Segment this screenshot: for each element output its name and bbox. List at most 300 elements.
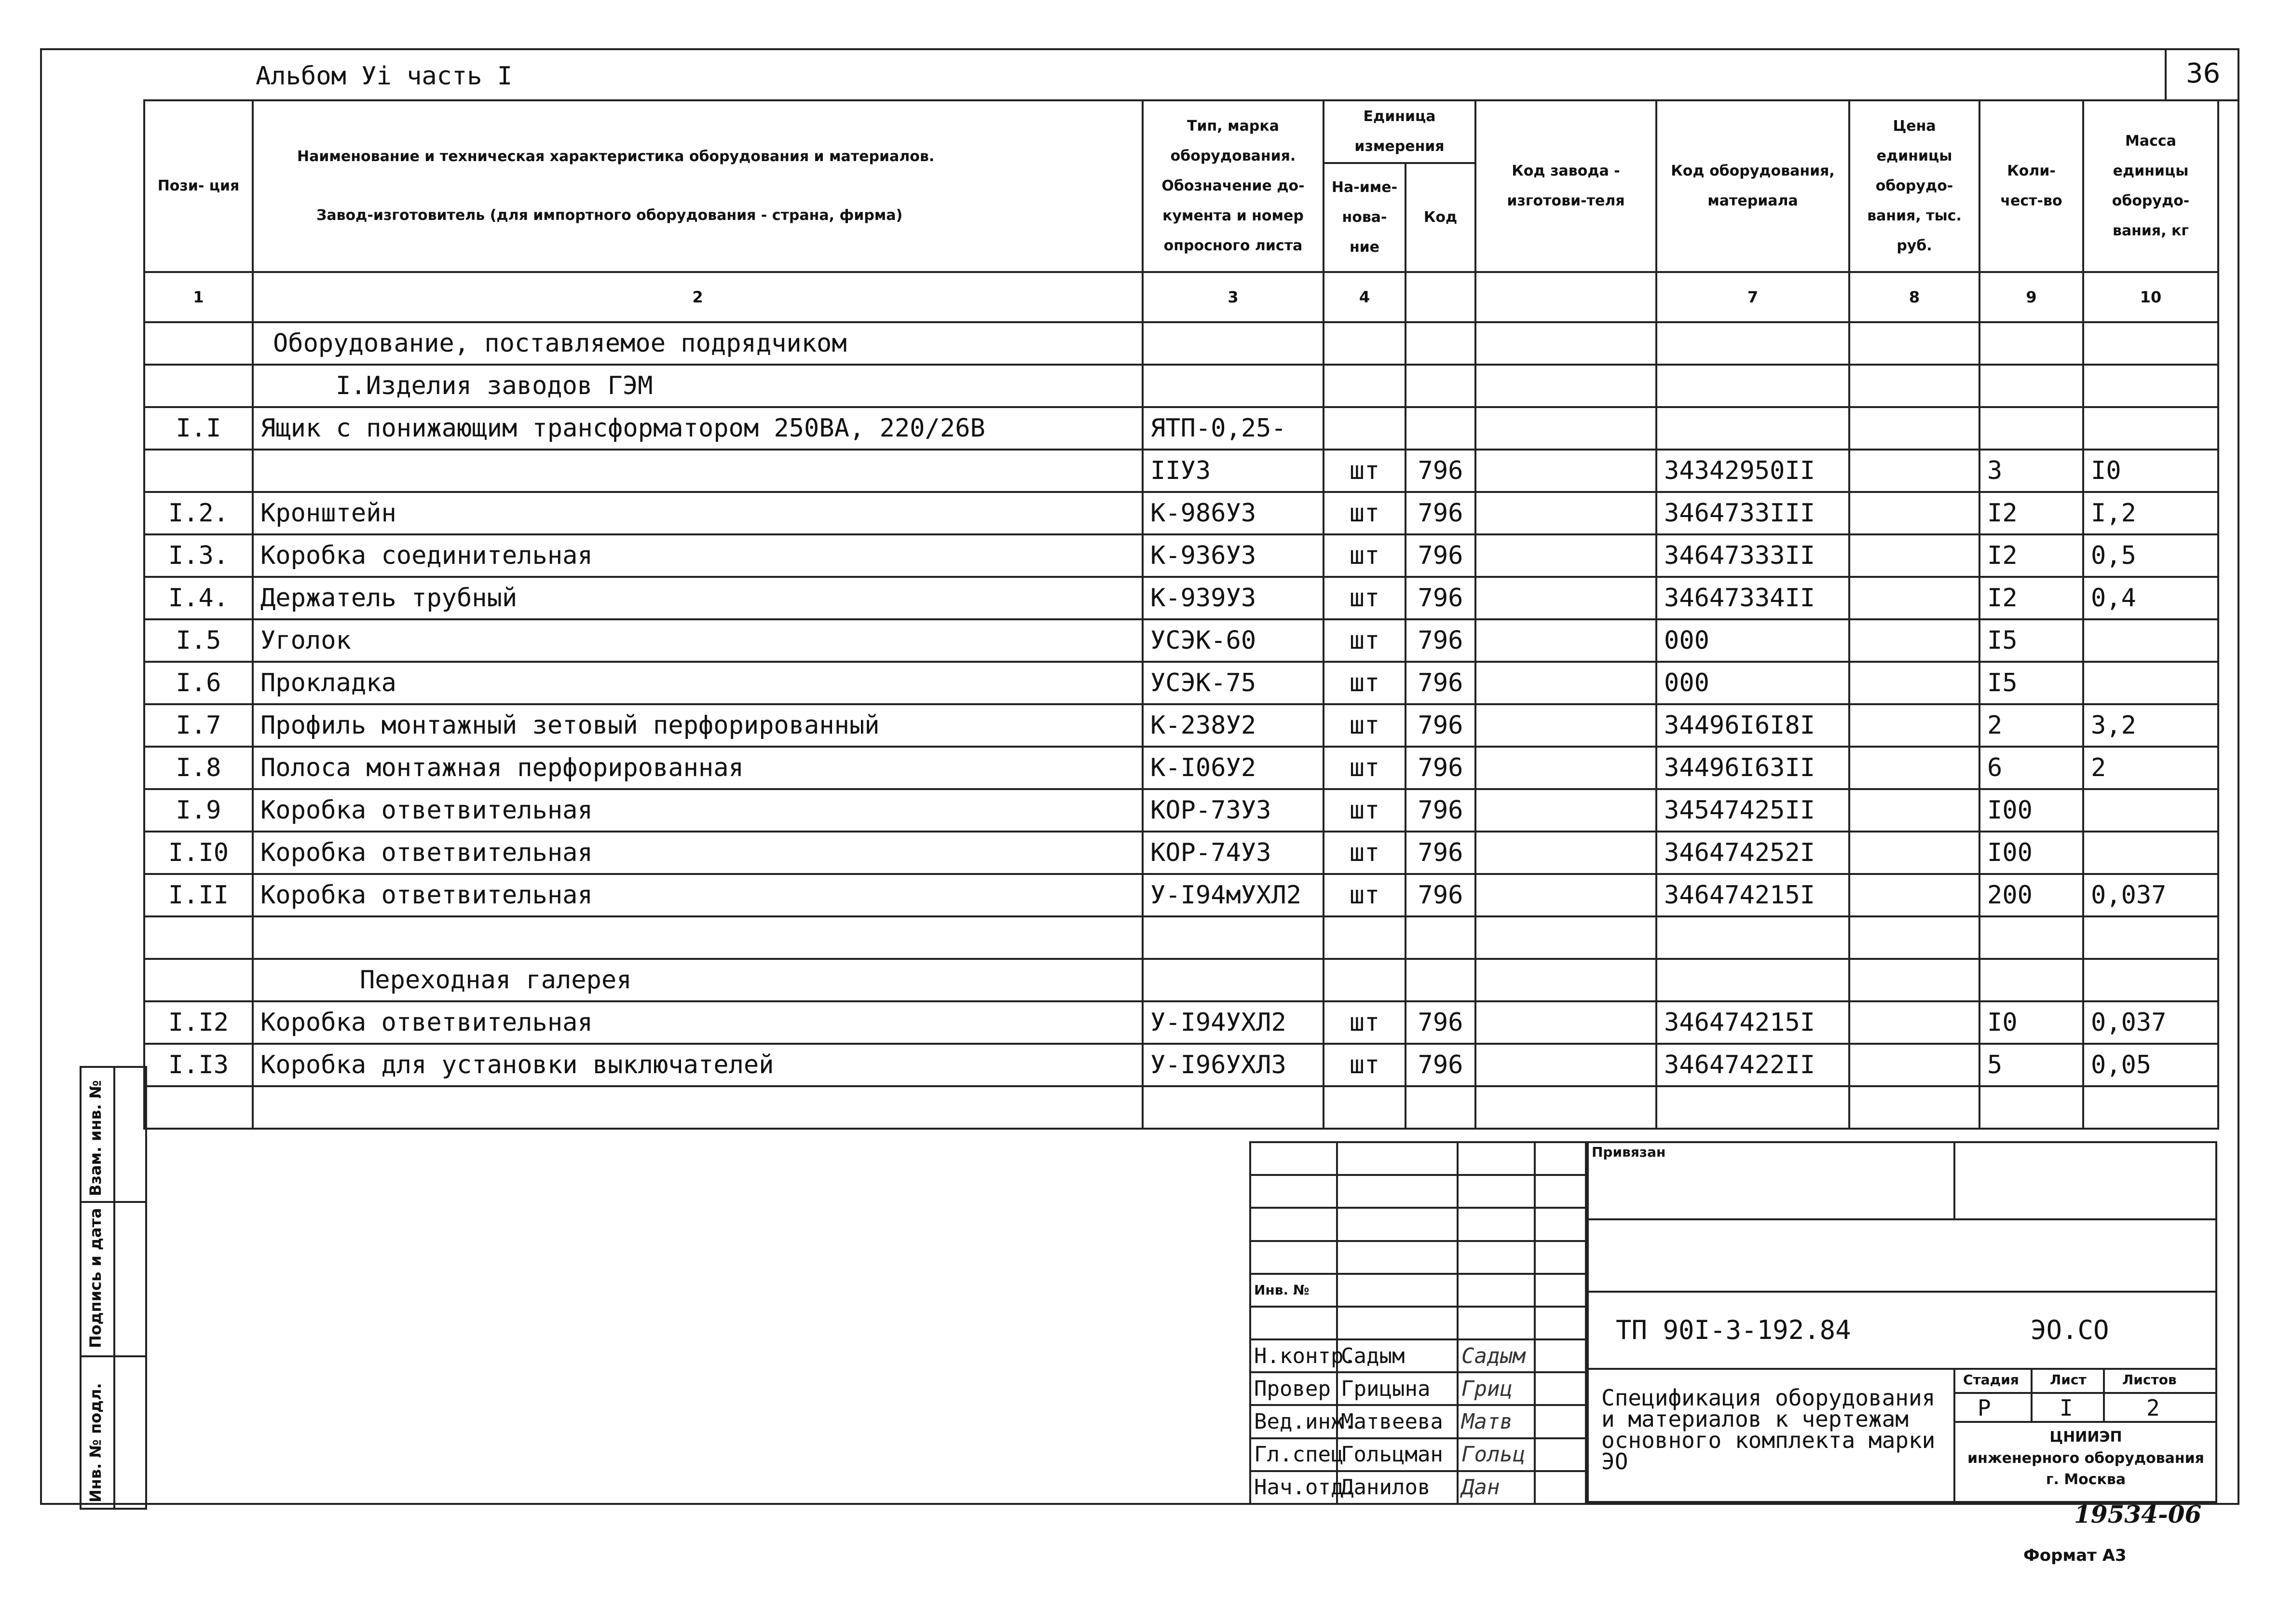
cell-mass: 3,2 (2083, 704, 2218, 747)
cell-price (1849, 704, 1979, 747)
cell-position: I.8 (144, 747, 253, 789)
stamp-grid-row (1250, 1307, 1588, 1339)
cell-quantity: I00 (1979, 832, 2083, 874)
column-number: 1 (144, 272, 253, 322)
cell-name: Коробка для установки выключателей (253, 1044, 1143, 1086)
cell-unit-code: 796 (1406, 534, 1475, 577)
vzam-inv-label: Взам. инв. № (86, 1080, 105, 1196)
cell-equipment-code: 34342950II (1656, 450, 1849, 492)
cell-factory-code (1475, 916, 1656, 959)
cell-position: I.9 (144, 789, 253, 832)
stamp-grid-cell (1535, 1175, 1588, 1208)
cell-unit-code: 796 (1406, 1044, 1475, 1086)
cell-type: К-986У3 (1143, 492, 1324, 534)
table-row (144, 407, 2218, 450)
stamp-grid-cell (1535, 1438, 1588, 1471)
cell-price (1849, 619, 1979, 662)
cell-price (1849, 959, 1979, 1001)
signer-signature: Гриц (1458, 1372, 1535, 1405)
signer-name: Грицына (1337, 1372, 1458, 1405)
signer-role: Н.контр. (1250, 1339, 1337, 1372)
cell-price (1849, 577, 1979, 619)
cell-unit-name: шт (1324, 1001, 1406, 1044)
cell-quantity: I5 (1979, 662, 2083, 704)
stamp-grid-cell (1250, 1175, 1337, 1208)
stamp-grid-cell (1337, 1175, 1458, 1208)
cell-quantity: 200 (1979, 874, 2083, 916)
cell-name: Держатель трубный (253, 577, 1143, 619)
stamp-grid-cell (1250, 1241, 1337, 1274)
cell-price (1849, 662, 1979, 704)
stamp-grid-cell (1337, 1274, 1458, 1307)
cell-name: Переходная галерея (253, 959, 1143, 1001)
cell-unit-code: 796 (1406, 450, 1475, 492)
cell-type: К-I06У2 (1143, 747, 1324, 789)
header-unit-name: На-име-нова-ние (1324, 163, 1406, 272)
document-title: Спецификация оборудования и материалов к чертежам основного комплекта марки ЭО (1601, 1385, 1936, 1474)
cell-price (1849, 450, 1979, 492)
sheet-number: 36 (2185, 58, 2221, 89)
column-number: 7 (1656, 272, 1849, 322)
cell-factory-code (1475, 1086, 1656, 1129)
cell-price (1849, 916, 1979, 959)
cell-type: IIУ3 (1143, 450, 1324, 492)
cell-factory-code (1475, 577, 1656, 619)
cell-equipment-code: 3464733III (1656, 492, 1849, 534)
column-number (1475, 272, 1656, 322)
cell-unit-code (1406, 407, 1475, 450)
cell-equipment-code: 34496I63II (1656, 747, 1849, 789)
cell-type (1143, 1086, 1324, 1129)
sheets-value: 2 (2146, 1395, 2160, 1421)
stamp-grid-cell (1458, 1208, 1535, 1241)
cell-unit-code (1406, 365, 1475, 407)
cell-price (1849, 874, 1979, 916)
column-number: 3 (1143, 272, 1324, 322)
cell-type: У-I94мУХЛ2 (1143, 874, 1324, 916)
cell-factory-code (1475, 832, 1656, 874)
cell-unit-code: 796 (1406, 1001, 1475, 1044)
cell-price (1849, 747, 1979, 789)
cell-price (1849, 789, 1979, 832)
cell-mass: I0 (2083, 450, 2218, 492)
cell-unit-name (1324, 322, 1406, 365)
stamp-grid-cell (1535, 1471, 1588, 1504)
signer-name: Матвеева (1337, 1405, 1458, 1438)
privyazan-label: Привязан (1592, 1144, 1666, 1160)
table-row (144, 832, 2218, 874)
cell-type: К-939У3 (1143, 577, 1324, 619)
cell-mass (2083, 916, 2218, 959)
cell-equipment-code (1656, 322, 1849, 365)
cell-name: Оборудование, поставляемое подрядчиком (253, 322, 1143, 365)
cell-unit-name (1324, 365, 1406, 407)
cell-equipment-code: 000 (1656, 619, 1849, 662)
document-code: ТП 90I-3-192.84 (1616, 1315, 1851, 1345)
cell-unit-name: шт (1324, 534, 1406, 577)
stamp-grid-row (1250, 1175, 1588, 1208)
header-name: Наименование и техническая характеристика оборудования и материалов. Завод-изготовитель (для импортного оборудования - страна, фирма) (253, 100, 1143, 272)
cell-factory-code (1475, 747, 1656, 789)
header-price: Цена единицы оборудо-вания, тыс. руб. (1849, 100, 1979, 272)
cell-factory-code (1475, 492, 1656, 534)
cell-mass: I,2 (2083, 492, 2218, 534)
cell-unit-name (1324, 959, 1406, 1001)
cell-mass: 0,037 (2083, 1001, 2218, 1044)
cell-unit-name: шт (1324, 1044, 1406, 1086)
cell-equipment-code (1656, 365, 1849, 407)
signer-role: Провер (1250, 1372, 1337, 1405)
cell-unit-code: 796 (1406, 704, 1475, 747)
signer-role: Нач.отд. (1250, 1471, 1337, 1504)
stamp-grid-row (1250, 1142, 1588, 1175)
cell-equipment-code (1656, 959, 1849, 1001)
org-name: ЦНИИЭП инженерного оборудования г. Москва (1967, 1429, 2204, 1488)
header-mass: Масса единицы оборудо-вания, кг (2083, 100, 2218, 272)
cell-quantity (1979, 959, 2083, 1001)
cell-position: I.II (144, 874, 253, 916)
cell-equipment-code (1656, 1086, 1849, 1129)
stamp-grid-row (1250, 1438, 1588, 1471)
cell-position (144, 1086, 253, 1129)
cell-unit-code: 796 (1406, 662, 1475, 704)
cell-price (1849, 1001, 1979, 1044)
cell-equipment-code: 34547425II (1656, 789, 1849, 832)
cell-equipment-code: 34647334II (1656, 577, 1849, 619)
cell-position (144, 322, 253, 365)
podpis-data-label: Подпись и дата (86, 1208, 105, 1348)
cell-name: Коробка ответвительная (253, 1001, 1143, 1044)
stamp-grid-cell (1535, 1307, 1588, 1339)
cell-mass (2083, 959, 2218, 1001)
cell-unit-code: 796 (1406, 789, 1475, 832)
sheets-label: Листов (2122, 1372, 2177, 1388)
cell-mass (2083, 832, 2218, 874)
stamp-grid-row (1250, 1372, 1588, 1405)
column-number: 2 (253, 272, 1143, 322)
stamp-grid-row (1250, 1241, 1588, 1274)
stamp-signature-grid (1249, 1141, 1589, 1505)
table-row (144, 492, 2218, 534)
cell-mass: 0,05 (2083, 1044, 2218, 1086)
stamp-grid-cell (1337, 1307, 1458, 1339)
cell-factory-code (1475, 619, 1656, 662)
stamp-grid-cell (1535, 1372, 1588, 1405)
cell-price (1849, 365, 1979, 407)
header-unit-code: Код (1406, 163, 1475, 272)
cell-name: Прокладка (253, 662, 1143, 704)
stage-value: Р (1978, 1395, 1991, 1421)
table-row (144, 874, 2218, 916)
table-row (144, 365, 2218, 407)
cell-type: УСЭК-75 (1143, 662, 1324, 704)
cell-quantity: I00 (1979, 789, 2083, 832)
stamp-grid-cell (1337, 1208, 1458, 1241)
cell-type: КОР-74У3 (1143, 832, 1324, 874)
header-equipment-code: Код оборудования, материала (1656, 100, 1849, 272)
signer-role: Вед.инж. (1250, 1405, 1337, 1438)
cell-position (144, 916, 253, 959)
cell-position: I.5 (144, 619, 253, 662)
cell-factory-code (1475, 789, 1656, 832)
cell-unit-name (1324, 1086, 1406, 1129)
cell-factory-code (1475, 450, 1656, 492)
table-row (144, 577, 2218, 619)
cell-quantity (1979, 1086, 2083, 1129)
format-label: Формат А3 (2023, 1546, 2127, 1565)
cell-equipment-code: 34647422II (1656, 1044, 1849, 1086)
cell-equipment-code (1656, 916, 1849, 959)
inventory-number: 19534-06 (2074, 1500, 2202, 1528)
cell-quantity: I0 (1979, 1001, 2083, 1044)
stamp-grid-cell (1337, 1241, 1458, 1274)
cell-quantity (1979, 916, 2083, 959)
cell-name: Коробка ответвительная (253, 832, 1143, 874)
cell-unit-name (1324, 916, 1406, 959)
cell-mass: 0,037 (2083, 874, 2218, 916)
cell-unit-name: шт (1324, 492, 1406, 534)
stamp-grid-cell (1458, 1307, 1535, 1339)
table-row (144, 1001, 2218, 1044)
cell-name: Профиль монтажный зетовый перфорированный (253, 704, 1143, 747)
cell-name: I.Изделия заводов ГЭМ (253, 365, 1143, 407)
stamp-grid-cell (1535, 1274, 1588, 1307)
stamp-grid-row (1250, 1339, 1588, 1372)
stamp-grid-row (1250, 1471, 1588, 1504)
cell-unit-code (1406, 959, 1475, 1001)
cell-mass (2083, 662, 2218, 704)
album-label: Альбом Уi часть I (256, 62, 513, 91)
cell-name: Коробка ответвительная (253, 874, 1143, 916)
cell-unit-name: шт (1324, 450, 1406, 492)
cell-unit-name: шт (1324, 577, 1406, 619)
cell-quantity: I2 (1979, 534, 2083, 577)
cell-position: I.4. (144, 577, 253, 619)
stamp-grid-cell (1250, 1142, 1337, 1175)
cell-type: У-I94УХЛ2 (1143, 1001, 1324, 1044)
stamp-grid-cell (1458, 1241, 1535, 1274)
cell-unit-code: 796 (1406, 832, 1475, 874)
signer-name: Данилов (1337, 1471, 1458, 1504)
cell-position: I.6 (144, 662, 253, 704)
cell-name (253, 1086, 1143, 1129)
stamp-grid-cell (1535, 1241, 1588, 1274)
cell-equipment-code (1656, 407, 1849, 450)
cell-unit-name: шт (1324, 704, 1406, 747)
cell-position (144, 450, 253, 492)
cell-unit-name: шт (1324, 662, 1406, 704)
title-block (1249, 1141, 2217, 1503)
cell-position: I.3. (144, 534, 253, 577)
cell-factory-code (1475, 874, 1656, 916)
cell-name: Полоса монтажная перфорированная (253, 747, 1143, 789)
cell-unit-code: 796 (1406, 492, 1475, 534)
stage-label: Стадия (1963, 1372, 2019, 1388)
cell-mass: 0,4 (2083, 577, 2218, 619)
cell-equipment-code: 346474252I (1656, 832, 1849, 874)
stamp-grid-row (1250, 1208, 1588, 1241)
stamp-grid-cell (1535, 1208, 1588, 1241)
cell-quantity: 6 (1979, 747, 2083, 789)
cell-unit-name: шт (1324, 832, 1406, 874)
cell-price (1849, 1044, 1979, 1086)
signer-name: Садым (1337, 1339, 1458, 1372)
sheet-number-box (2165, 48, 2239, 101)
cell-mass (2083, 365, 2218, 407)
cell-price (1849, 534, 1979, 577)
table-row (144, 789, 2218, 832)
cell-equipment-code: 346474215I (1656, 874, 1849, 916)
cell-equipment-code: 346474215I (1656, 1001, 1849, 1044)
cell-factory-code (1475, 704, 1656, 747)
cell-factory-code (1475, 322, 1656, 365)
cell-unit-code: 796 (1406, 577, 1475, 619)
cell-factory-code (1475, 959, 1656, 1001)
signer-signature: Садым (1458, 1339, 1535, 1372)
document-mark: ЭО.СО (2031, 1315, 2109, 1345)
cell-unit-code: 796 (1406, 747, 1475, 789)
cell-mass (2083, 322, 2218, 365)
signer-signature: Гольц (1458, 1438, 1535, 1471)
inv-no-label: Инв. № (1250, 1274, 1337, 1307)
cell-type: УСЭК-60 (1143, 619, 1324, 662)
column-number: 4 (1324, 272, 1406, 322)
cell-unit-name: шт (1324, 789, 1406, 832)
stamp-grid-cell (1458, 1142, 1535, 1175)
cell-quantity: 3 (1979, 450, 2083, 492)
column-number: 9 (1979, 272, 2083, 322)
column-number (1406, 272, 1475, 322)
cell-equipment-code: 34647333II (1656, 534, 1849, 577)
cell-type: ЯТП-0,25- (1143, 407, 1324, 450)
cell-quantity: 5 (1979, 1044, 2083, 1086)
side-label-strip (80, 1066, 147, 1510)
column-number: 10 (2083, 272, 2218, 322)
table-row (144, 916, 2218, 959)
cell-position: I.7 (144, 704, 253, 747)
header-type: Тип, марка оборудования. Обозначение до-кумента и номер опросного листа (1143, 100, 1324, 272)
cell-mass (2083, 1086, 2218, 1129)
cell-type (1143, 959, 1324, 1001)
signer-signature: Матв (1458, 1405, 1535, 1438)
cell-name: Коробка ответвительная (253, 789, 1143, 832)
stamp-grid-cell (1337, 1142, 1458, 1175)
cell-mass (2083, 789, 2218, 832)
table-row (144, 1044, 2218, 1086)
sheet-value: I (2060, 1395, 2073, 1421)
cell-type: КОР-73У3 (1143, 789, 1324, 832)
cell-name (253, 450, 1143, 492)
stamp-grid-cell (1250, 1208, 1337, 1241)
cell-name: Ящик с понижающим трансформатором 250ВА, 220/26В (253, 407, 1143, 450)
stamp-grid-cell (1458, 1175, 1535, 1208)
header-unit-group: Единица измерения (1324, 100, 1475, 163)
cell-price (1849, 322, 1979, 365)
cell-factory-code (1475, 365, 1656, 407)
header-factory-code: Код завода - изготови-теля (1475, 100, 1656, 272)
cell-type: У-I96УХЛ3 (1143, 1044, 1324, 1086)
cell-unit-name: шт (1324, 619, 1406, 662)
cell-name (253, 916, 1143, 959)
specification-table (143, 99, 2219, 1130)
column-number: 8 (1849, 272, 1979, 322)
sheet-label: Лист (2050, 1372, 2087, 1388)
cell-equipment-code: 34496I6I8I (1656, 704, 1849, 747)
cell-type (1143, 916, 1324, 959)
cell-mass: 2 (2083, 747, 2218, 789)
signer-signature: Дан (1458, 1471, 1535, 1504)
cell-unit-code (1406, 916, 1475, 959)
cell-position: I.I (144, 407, 253, 450)
cell-unit-name: шт (1324, 747, 1406, 789)
cell-quantity (1979, 322, 2083, 365)
cell-factory-code (1475, 534, 1656, 577)
table-row (144, 322, 2218, 365)
cell-unit-name: шт (1324, 874, 1406, 916)
stamp-grid-row (1250, 1405, 1588, 1438)
cell-mass (2083, 407, 2218, 450)
cell-price (1849, 1086, 1979, 1129)
cell-position: I.I3 (144, 1044, 253, 1086)
cell-factory-code (1475, 1001, 1656, 1044)
stamp-grid-cell (1535, 1142, 1588, 1175)
inv-podl-label: Инв. № подл. (86, 1383, 105, 1502)
cell-unit-code: 796 (1406, 619, 1475, 662)
cell-mass: 0,5 (2083, 534, 2218, 577)
table-row (144, 1086, 2218, 1129)
signer-name: Гольцман (1337, 1438, 1458, 1471)
stamp-grid-cell (1250, 1307, 1337, 1339)
cell-quantity: I2 (1979, 492, 2083, 534)
signer-role: Гл.спец (1250, 1438, 1337, 1471)
stamp-grid-cell (1535, 1405, 1588, 1438)
header-position: Пози- ция (144, 100, 253, 272)
cell-type: К-936У3 (1143, 534, 1324, 577)
table-row (144, 747, 2218, 789)
cell-position: I.I0 (144, 832, 253, 874)
cell-price (1849, 407, 1979, 450)
table-row (144, 704, 2218, 747)
cell-quantity (1979, 407, 2083, 450)
stamp-grid-cell (1458, 1274, 1535, 1307)
specification-body (144, 322, 2218, 1129)
table-row (144, 619, 2218, 662)
cell-unit-code: 796 (1406, 874, 1475, 916)
stamp-grid-cell (1535, 1339, 1588, 1372)
cell-mass (2083, 619, 2218, 662)
cell-quantity: 2 (1979, 704, 2083, 747)
cell-type (1143, 322, 1324, 365)
cell-factory-code (1475, 662, 1656, 704)
cell-position (144, 959, 253, 1001)
cell-quantity: I5 (1979, 619, 2083, 662)
cell-factory-code (1475, 407, 1656, 450)
cell-quantity: I2 (1979, 577, 2083, 619)
cell-equipment-code: 000 (1656, 662, 1849, 704)
table-row (144, 534, 2218, 577)
cell-factory-code (1475, 1044, 1656, 1086)
cell-quantity (1979, 365, 2083, 407)
cell-position (144, 365, 253, 407)
cell-unit-code (1406, 322, 1475, 365)
cell-type (1143, 365, 1324, 407)
cell-name: Уголок (253, 619, 1143, 662)
table-row (144, 959, 2218, 1001)
column-numbers-row (144, 272, 2218, 322)
cell-name: Кронштейн (253, 492, 1143, 534)
cell-price (1849, 492, 1979, 534)
table-row (144, 662, 2218, 704)
